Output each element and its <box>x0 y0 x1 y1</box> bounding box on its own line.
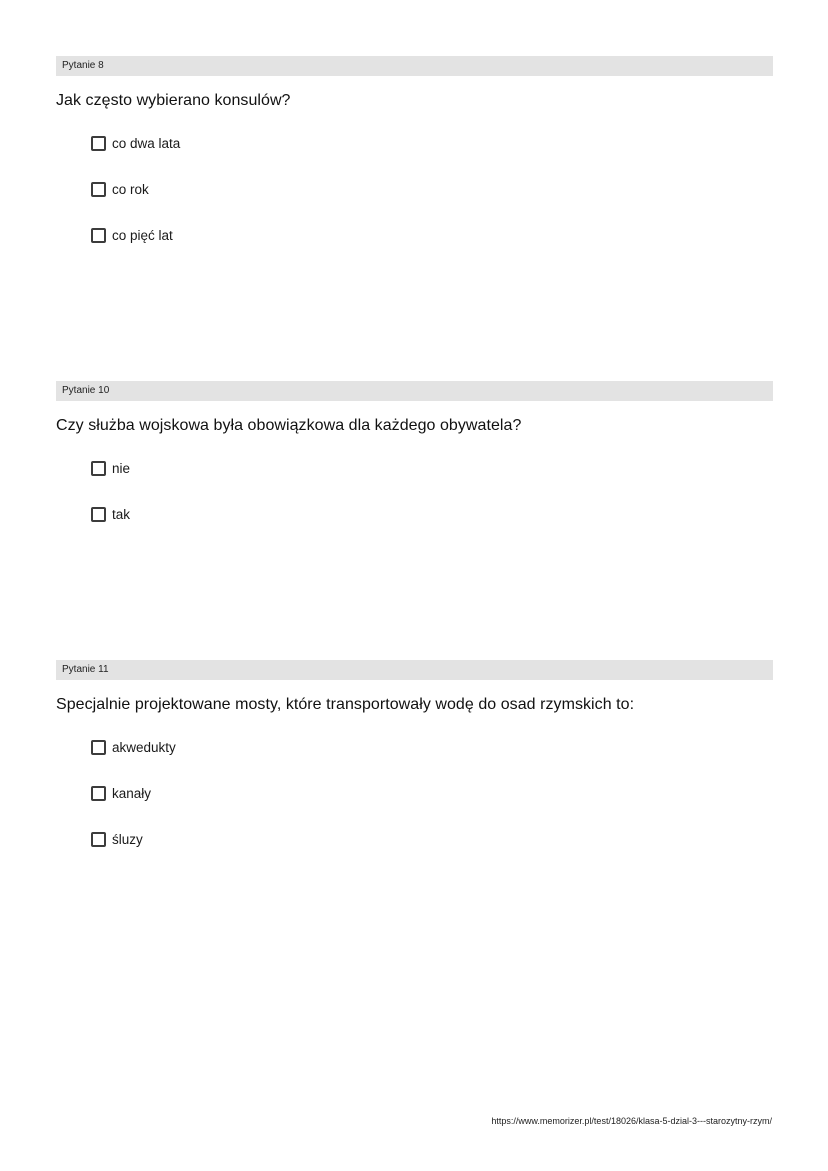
answer-label: co pięć lat <box>112 228 173 243</box>
answer-label: nie <box>112 461 131 476</box>
question-text: Jak często wybierano konsulów? <box>56 92 291 109</box>
answer-option[interactable] <box>90 179 773 200</box>
question-10 <box>56 381 773 550</box>
checkbox-icon[interactable] <box>91 740 106 755</box>
checkbox-icon[interactable] <box>91 136 106 151</box>
footer-url: https://www.memorizer.pl/test/18026/klasa-5-dzial-3---starozytny-rzym/ <box>491 1116 772 1126</box>
answer-option[interactable] <box>90 783 773 804</box>
answer-options <box>56 737 773 850</box>
question-header: Pytanie 8 <box>56 56 773 76</box>
question-11 <box>56 660 773 875</box>
question-header: Pytanie 10 <box>56 381 773 401</box>
answer-option[interactable] <box>90 133 773 154</box>
question-8 <box>56 56 773 271</box>
checkbox-icon[interactable] <box>91 461 106 476</box>
question-text: Specjalnie projektowane mosty, które transportowały wodę do osad rzymskich to: <box>56 696 635 713</box>
answer-option[interactable] <box>90 504 773 525</box>
answer-option[interactable] <box>90 458 773 479</box>
checkbox-icon[interactable] <box>91 786 106 801</box>
question-text: Czy służba wojskowa była obowiązkowa dla każdego obywatela? <box>56 417 522 434</box>
answer-options <box>56 458 773 525</box>
answer-label: co rok <box>112 182 149 197</box>
checkbox-icon[interactable] <box>91 832 106 847</box>
answer-option[interactable] <box>90 829 773 850</box>
checkbox-icon[interactable] <box>91 182 106 197</box>
answer-label: śluzy <box>112 832 143 847</box>
answer-label: akwedukty <box>112 740 176 755</box>
answer-option[interactable] <box>90 225 773 246</box>
checkbox-icon[interactable] <box>91 228 106 243</box>
answer-label: kanały <box>112 786 152 801</box>
answer-label: tak <box>112 507 131 522</box>
question-header: Pytanie 11 <box>56 660 773 680</box>
answer-label: co dwa lata <box>112 136 181 151</box>
answer-options <box>56 133 773 246</box>
checkbox-icon[interactable] <box>91 507 106 522</box>
answer-option[interactable] <box>90 737 773 758</box>
